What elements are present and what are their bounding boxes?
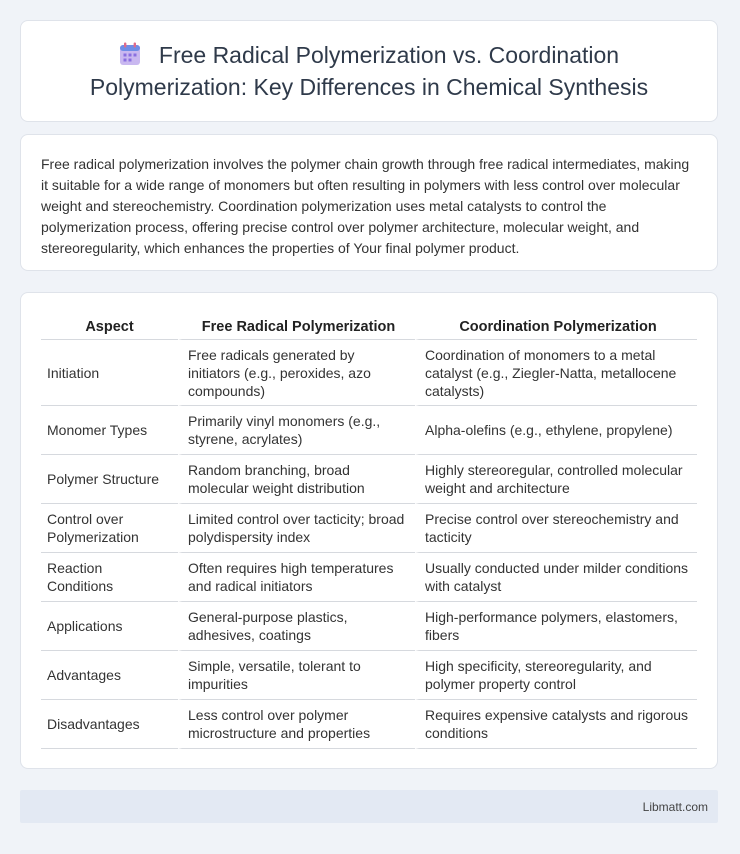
page-title-text: Free Radical Polymerization vs. Coordination Polymerization: Key Differences in Chemical Synthesis xyxy=(89,41,649,100)
row-free-radical: Free radicals generated by initiators (e.g., peroxides, azo compounds) xyxy=(178,340,415,406)
row-aspect: Polymer Structure xyxy=(41,455,178,504)
row-free-radical: Simple, versatile, tolerant to impurities xyxy=(178,651,415,700)
table-row xyxy=(41,553,697,602)
row-coordination: High-performance polymers, elastomers, fibers xyxy=(415,602,697,651)
row-free-radical: Limited control over tacticity; broad polydispersity index xyxy=(178,504,415,553)
row-free-radical: Often requires high temperatures and radical initiators xyxy=(178,553,415,602)
header-free-radical: Free Radical Polymerization xyxy=(178,315,415,340)
row-free-radical: Less control over polymer microstructure and properties xyxy=(178,700,415,749)
header-aspect: Aspect xyxy=(41,315,178,340)
table-row xyxy=(41,406,697,455)
comparison-table xyxy=(41,315,697,749)
row-aspect: Reaction Conditions xyxy=(41,553,178,602)
row-coordination: Usually conducted under milder conditions with catalyst xyxy=(415,553,697,602)
table-row xyxy=(41,455,697,504)
row-coordination: Alpha-olefins (e.g., ethylene, propylene) xyxy=(415,406,697,455)
row-aspect: Initiation xyxy=(41,340,178,406)
footer xyxy=(20,790,718,823)
table-row xyxy=(41,340,697,406)
intro-card xyxy=(20,134,718,271)
table-header-row xyxy=(41,315,697,340)
table-row xyxy=(41,602,697,651)
header-coordination: Coordination Polymerization xyxy=(415,315,697,340)
row-aspect: Disadvantages xyxy=(41,700,178,749)
row-aspect: Advantages xyxy=(41,651,178,700)
footer-site-link[interactable]: Libmatt.com xyxy=(642,799,708,814)
page-title xyxy=(21,41,717,102)
row-coordination: High specificity, stereoregularity, and polymer property control xyxy=(415,651,697,700)
row-free-radical: General-purpose plastics, adhesives, coatings xyxy=(178,602,415,651)
title-card xyxy=(20,20,718,122)
calendar-icon xyxy=(119,42,141,73)
table-row xyxy=(41,504,697,553)
row-aspect: Monomer Types xyxy=(41,406,178,455)
row-aspect: Control over Polymerization xyxy=(41,504,178,553)
row-free-radical: Primarily vinyl monomers (e.g., styrene, acrylates) xyxy=(178,406,415,455)
row-coordination: Highly stereoregular, controlled molecular weight and architecture xyxy=(415,455,697,504)
row-coordination: Precise control over stereochemistry and tacticity xyxy=(415,504,697,553)
row-coordination: Coordination of monomers to a metal catalyst (e.g., Ziegler-Natta, metallocene catalysts) xyxy=(415,340,697,406)
row-aspect: Applications xyxy=(41,602,178,651)
row-coordination: Requires expensive catalysts and rigorous conditions xyxy=(415,700,697,749)
comparison-table-card xyxy=(20,292,718,769)
intro-paragraph: Free radical polymerization involves the polymer chain growth through free radical intermediates, making it suitable for a wide range of monomers but often resulting in polymers with less control over molecular weight and stereochemistry. Coordination polymerization uses metal catalysts to control the polymerization process, offering precise control over polymer architecture, molecular weight, and stereoregularity, which enhances the properties of Your final polymer product. xyxy=(41,156,690,256)
row-free-radical: Random branching, broad molecular weight distribution xyxy=(178,455,415,504)
table-row xyxy=(41,700,697,749)
table-row xyxy=(41,651,697,700)
